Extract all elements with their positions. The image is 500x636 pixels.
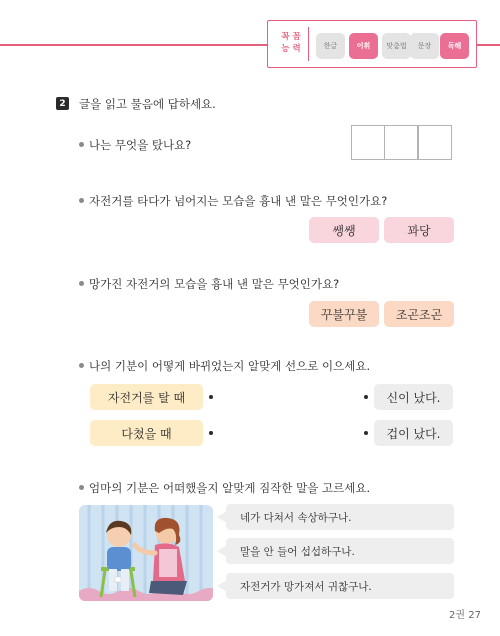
sub-question-4 (79, 358, 370, 374)
answer-box-2[interactable] (384, 125, 418, 160)
choice-kkubul[interactable]: 꾸불꾸불 (309, 301, 379, 327)
match-right-scared[interactable]: 겁이 났다. (374, 420, 453, 446)
sub-question-5 (79, 480, 370, 496)
tag-sentence: 문장 (410, 33, 439, 59)
tag-vocabulary: 어휘 (349, 33, 378, 59)
skill-panel-divider (308, 27, 309, 61)
match-point-left-2[interactable] (209, 431, 213, 435)
sub-question-1-text: 나는 무엇을 탔나요? (89, 138, 192, 152)
bullet-icon (79, 485, 84, 490)
tag-spelling: 맞춤법 (382, 33, 411, 59)
mood-option-3[interactable]: 자전거가 망가져서 귀찮구나. (226, 573, 454, 599)
match-point-left-1[interactable] (209, 395, 213, 399)
tag-hangul: 한글 (316, 33, 345, 59)
sub-question-3 (79, 276, 339, 292)
answer-box-3[interactable] (418, 125, 452, 160)
match-right-excited[interactable]: 신이 났다. (374, 384, 453, 410)
match-point-right-2[interactable] (364, 431, 368, 435)
answer-box-1[interactable] (351, 125, 385, 160)
sub-question-1 (79, 137, 191, 153)
sub-question-4-text: 나의 기분이 어떻게 바뀌었는지 알맞게 선으로 이으세요. (89, 359, 371, 373)
mood-option-2[interactable]: 말을 안 들어 섭섭하구나. (226, 538, 454, 564)
match-point-right-1[interactable] (364, 395, 368, 399)
sub-question-2 (79, 193, 387, 209)
bullet-icon (79, 142, 84, 147)
bullet-icon (79, 198, 84, 203)
sub-question-5-text: 엄마의 기분은 어떠했을지 알맞게 짐작한 말을 고르세요. (89, 481, 371, 495)
bullet-icon (79, 281, 84, 286)
bullet-icon (79, 363, 84, 368)
sub-question-3-text: 망가진 자전거의 모습을 흉내 낸 말은 무엇인가요? (89, 277, 340, 291)
choice-jogon[interactable]: 조곤조곤 (384, 301, 454, 327)
question-number: 2 (56, 97, 69, 110)
choice-kkwadang[interactable]: 꽈당 (384, 217, 454, 243)
mood-option-1[interactable]: 네가 다쳐서 속상하구나. (226, 504, 454, 530)
sub-question-2-text: 자전거를 타다가 넘어지는 모습을 흉내 낸 말은 무엇인가요? (89, 194, 388, 208)
page-number: 2권 27 (449, 610, 481, 621)
question-title: 글을 읽고 물음에 답하세요. (79, 97, 216, 111)
tag-reading: 독해 (440, 33, 469, 59)
match-left-riding[interactable]: 자전거를 탈 때 (90, 384, 203, 410)
mother-child-illustration (79, 505, 213, 601)
match-left-hurt[interactable]: 다쳤을 때 (90, 420, 203, 446)
skill-panel-label: 꼭 꼼 능 력 (281, 32, 301, 54)
choice-ssaeng[interactable]: 쌩쌩 (309, 217, 379, 243)
